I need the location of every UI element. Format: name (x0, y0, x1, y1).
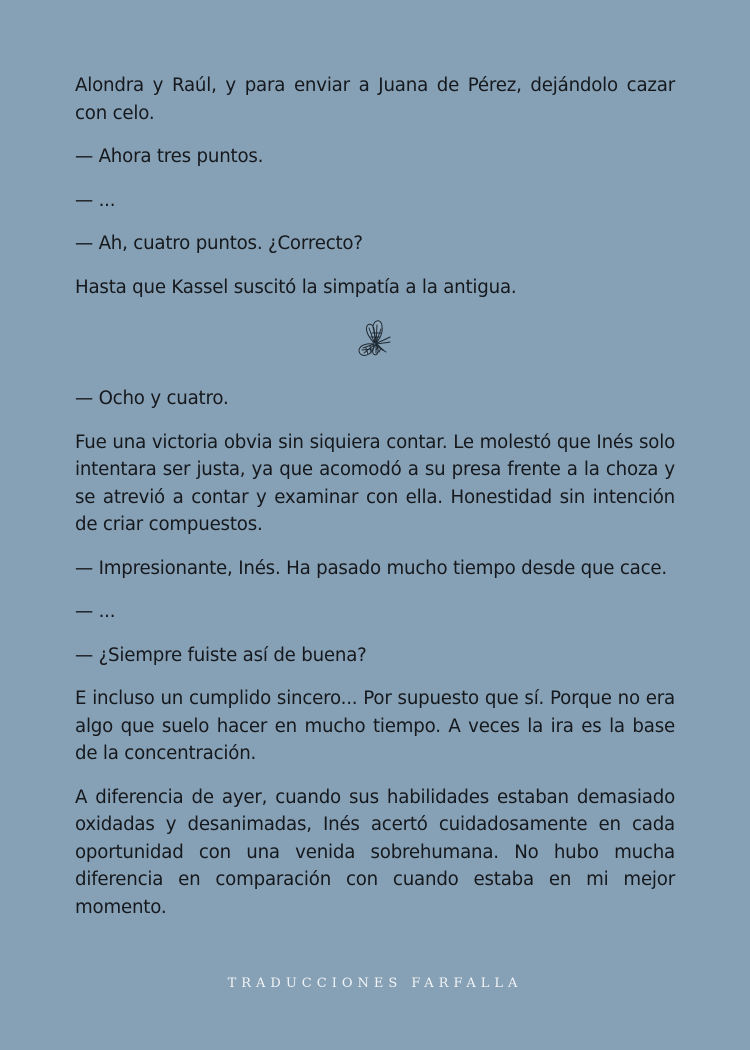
dialogue-line: — Impresionante, Inés. Ha pasado mucho tiempo desde que cace. (75, 557, 667, 579)
paragraph: Alondra y Raúl, y para enviar a Juana de Pérez, dejándolo cazar con celo. (75, 75, 675, 124)
paragraph: A diferencia de ayer, cuando sus habilidades estaban demasiado oxidadas y desanimadas, Inés acertó cuidadosamente en cada oportunidad con una venida sobrehumana. No hubo mucha diferencia en comparación con cuando estaba en mi mejor momento. (75, 786, 675, 918)
page-body (75, 72, 675, 937)
paragraph: Hasta que Kassel suscitó la simpatía a la antigua. (75, 276, 517, 298)
dialogue-line: — ... (75, 601, 116, 622)
paragraph: E incluso un cumplido sincero... Por supuesto que sí. Porque no era algo que suelo hacer en mucho tiempo. A veces la ira es la base de la concentración. (75, 688, 675, 764)
paragraph: Fue una victoria obvia sin siquiera contar. Le molestó que Inés solo intentara ser justa, ya que acomodó a su presa frente a la choza y se atrevió a contar y examinar con ella. Honestidad sin intención de criar compuestos. (75, 431, 675, 535)
dialogue-line: — Ahora tres puntos. (75, 146, 264, 167)
dialogue-line: — ... (75, 189, 116, 211)
dialogue-line: — Ah, cuatro puntos. ¿Correcto? (75, 233, 363, 254)
butterfly-icon (352, 317, 398, 361)
footer-credit: TRADUCCIONES FARFALLA (227, 976, 523, 991)
dialogue-line: — ¿Siempre fuiste así de buena? (75, 644, 367, 666)
section-divider (75, 317, 675, 361)
dialogue-line: — Ocho y cuatro. (75, 388, 229, 409)
